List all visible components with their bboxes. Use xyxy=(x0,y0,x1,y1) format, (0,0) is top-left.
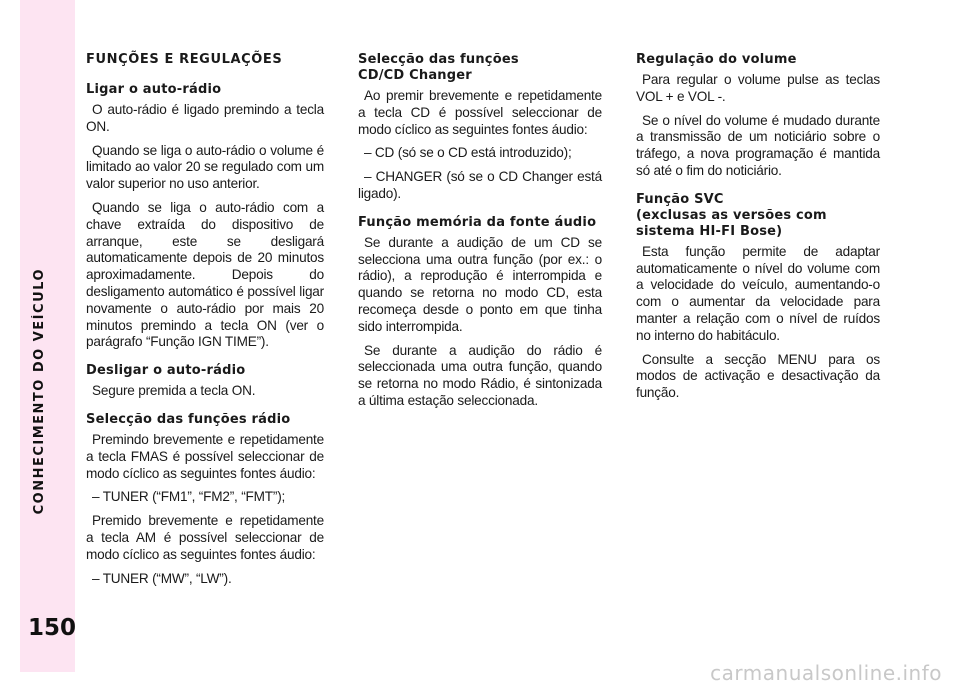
paragraph: Premido brevemente e repetidamente a tecla AM é possível seleccionar de modo cíclico as seguintes fontes áudio: xyxy=(86,513,324,562)
paragraph: Consulte a secção MENU para os modos de activação e desactivação da função. xyxy=(636,351,880,401)
section-title-desligar: Desligar o auto-rádio xyxy=(86,363,246,379)
paragraph: – TUNER (“FM1”, “FM2”, “FMT”); xyxy=(92,489,286,505)
paragraph: – TUNER (“MW”, “LW”). xyxy=(92,570,232,586)
paragraph: Quando se liga o auto-rádio com a chave extraída do dispositivo de arranque, este se desligará automaticamente depois de 20 minutos aproximadamente. Depois do desligamento automático é possível ligar novamente o auto-rádio por mais 20 minutos premindo a tecla ON (ver o parágrafo “Função IGN TIME”). xyxy=(86,199,324,350)
section-title-seleccao-cd xyxy=(358,52,602,84)
paragraph: – CD (só se o CD está introduzido); xyxy=(364,145,572,161)
paragraph: Se durante a audição do rádio é seleccionada uma outra função, quando se retorna no modo Rádio, é sintonizada a última estação seleccionada. xyxy=(358,342,602,408)
side-band xyxy=(20,0,75,672)
column-3 xyxy=(636,52,880,409)
watermark: carmanualsonline.info xyxy=(710,661,942,685)
page-heading: FUNÇÕES E REGULAÇÕES xyxy=(86,52,283,67)
paragraph: Se o nível do volume é mudado durante a transmissão de um noticiário sobre o tráfego, a nova programação é mantida só até o fim do noticiário. xyxy=(636,112,880,178)
section-title-ligar: Ligar o auto-rádio xyxy=(86,82,222,97)
column-2 xyxy=(358,52,602,417)
title-line: CD/CD Changer xyxy=(358,68,472,83)
paragraph: Segure premida a tecla ON. xyxy=(92,383,256,399)
paragraph: Esta função permite de adaptar automaticamente o nível do volume com a velocidade do veículo, aumentando-o com o aumentar da velocidade para manter a relação com o nível de ruídos no interno do habitáculo. xyxy=(636,243,880,343)
column-1 xyxy=(86,52,324,594)
section-label: CONHECIMENTO DO VEÍCULO xyxy=(32,268,47,515)
page-number: 150 xyxy=(28,615,77,641)
section-title-volume: Regulação do volume xyxy=(636,52,797,67)
title-line: Função SVC xyxy=(636,191,724,207)
section-title-seleccao-radio: Selecção das funções rádio xyxy=(86,411,291,427)
title-line: Selecção das funções xyxy=(358,52,519,67)
paragraph: O auto-rádio é ligado premindo a tecla ON. xyxy=(86,102,324,134)
section-title-svc xyxy=(636,192,880,240)
paragraph: – CHANGER (só se o CD Changer está ligado). xyxy=(358,169,602,201)
paragraph: Se durante a audição de um CD se selecciona uma outra função (por ex.: o rádio), a reprodução é interrompida e quando se retorna no modo CD, esta recomeça desde o ponto em que tinha sido interrompida. xyxy=(358,234,602,334)
section-title-memoria: Função memória da fonte áudio xyxy=(358,214,597,230)
title-line: (exclusas as versões com sistema HI-FI Bose) xyxy=(636,207,827,239)
paragraph: Para regular o volume pulse as teclas VOL + e VOL -. xyxy=(636,72,880,104)
paragraph: Ao premir brevemente e repetidamente a tecla CD é possível seleccionar de modo cíclico as seguintes fontes áudio: xyxy=(358,88,602,137)
paragraph: Premindo brevemente e repetidamente a tecla FMAS é possível seleccionar de modo cíclico as seguintes fontes áudio: xyxy=(86,431,324,481)
paragraph: Quando se liga o auto-rádio o volume é limitado ao valor 20 se regulado com um valor superior no uso anterior. xyxy=(86,142,324,192)
